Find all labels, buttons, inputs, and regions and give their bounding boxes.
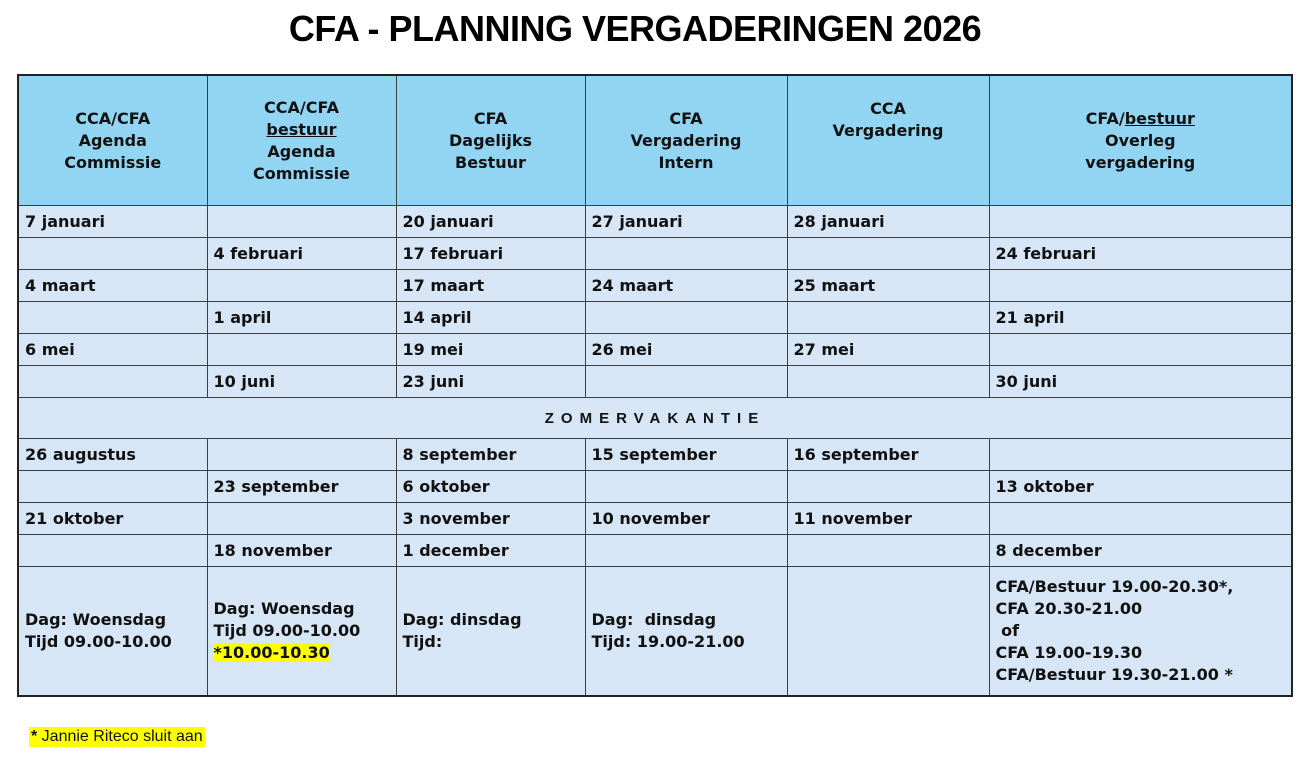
table-cell: 10 november: [585, 503, 787, 535]
summer-break-row: [18, 398, 1292, 439]
time-text: Tijd 09.00-10.00: [213, 621, 361, 640]
table-cell: 14 april: [396, 302, 585, 334]
table-cell: 1 april: [207, 302, 396, 334]
table-cell: [989, 334, 1292, 366]
times-cell-col1: [18, 567, 207, 697]
table-cell: 28 januari: [787, 206, 989, 238]
table-row: [18, 535, 1292, 567]
header-line: CFA/: [1085, 108, 1125, 128]
times-cell-col2: [207, 567, 396, 697]
time-text: Tijd 09.00-10.00: [25, 632, 172, 651]
time-text: Tijd:: [402, 632, 443, 651]
header-line: CCA/CFA: [75, 108, 151, 128]
table-cell: [989, 206, 1292, 238]
table-cell: 17 februari: [396, 238, 585, 270]
footnote-marker: *: [31, 728, 38, 745]
table-cell: 19 mei: [396, 334, 585, 366]
header-line: Dagelijks: [449, 130, 532, 150]
table-cell: 10 juni: [207, 366, 396, 398]
header-line-underlined: bestuur: [1124, 108, 1195, 128]
table-row: [18, 503, 1292, 535]
table-cell: [585, 238, 787, 270]
table-cell: 17 maart: [396, 270, 585, 302]
header-cfa-dagelijks-bestuur: [396, 75, 585, 206]
table-cell: [207, 503, 396, 535]
table-cell: 24 maart: [585, 270, 787, 302]
table-cell: [18, 471, 207, 503]
table-cell: 11 november: [787, 503, 989, 535]
table-cell: [18, 302, 207, 334]
footnote: [29, 727, 205, 747]
times-cell-col5: [787, 567, 989, 697]
page-title: CFA - PLANNING VERGADERINGEN 2026: [288, 8, 982, 49]
table-cell: 15 september: [585, 439, 787, 471]
table-cell: [207, 270, 396, 302]
header-line: Agenda: [78, 130, 147, 150]
header-cfa-vergadering-intern: [585, 75, 787, 206]
table-cell: 21 april: [989, 302, 1292, 334]
time-text: CFA 20.30-21.00: [995, 599, 1143, 618]
table-cell: 8 december: [989, 535, 1292, 567]
time-text: Tijd: 19.00-21.00: [591, 632, 745, 651]
table-row: [18, 238, 1292, 270]
table-cell: 16 september: [787, 439, 989, 471]
header-line: Agenda: [267, 141, 336, 161]
table-row: [18, 366, 1292, 398]
table-cell: [585, 535, 787, 567]
header-line: Intern: [658, 152, 714, 172]
table-cell: 23 september: [207, 471, 396, 503]
summer-break-label: ZOMERVAKANTIE: [18, 398, 1292, 439]
day-text: Dag: Woensdag: [213, 599, 355, 618]
header-line: Vergadering: [832, 121, 944, 140]
table-cell: 4 maart: [18, 270, 207, 302]
day-text: Dag: Woensdag: [25, 610, 167, 629]
table-row: [18, 471, 1292, 503]
header-cfa-bestuur-overleg-vergadering: [989, 75, 1292, 206]
times-cell-col4: [585, 567, 787, 697]
header-line: CFA: [473, 108, 508, 128]
times-cell-col3: [396, 567, 585, 697]
table-cell: 4 februari: [207, 238, 396, 270]
table-cell: [989, 439, 1292, 471]
table-cell: 23 juni: [396, 366, 585, 398]
table-cell: [585, 471, 787, 503]
day-text: Dag: dinsdag: [591, 610, 717, 629]
table-row: [18, 206, 1292, 238]
table-row: [18, 439, 1292, 471]
table-cell: 3 november: [396, 503, 585, 535]
table-cell: 24 februari: [989, 238, 1292, 270]
table-cell: 7 januari: [18, 206, 207, 238]
time-text: CFA/Bestuur 19.30-21.00 *: [995, 665, 1233, 684]
table-cell: [207, 334, 396, 366]
table-cell: 6 mei: [18, 334, 207, 366]
header-line: Commissie: [253, 163, 350, 183]
header-cca-vergadering: [787, 75, 989, 206]
table-cell: [787, 302, 989, 334]
table-cell: [207, 206, 396, 238]
table-cell: 8 september: [396, 439, 585, 471]
table-cell: 21 oktober: [18, 503, 207, 535]
header-line: Overleg: [1104, 130, 1176, 150]
times-cell-col6: [989, 567, 1292, 697]
header-line: CCA: [870, 99, 906, 118]
table-cell: 20 januari: [396, 206, 585, 238]
table-cell: [787, 471, 989, 503]
table-cell: 18 november: [207, 535, 396, 567]
table-cell: [585, 366, 787, 398]
table-cell: 1 december: [396, 535, 585, 567]
table-cell: [787, 535, 989, 567]
time-text: CFA 19.00-19.30: [995, 643, 1143, 662]
table-cell: [989, 503, 1292, 535]
table-cell: [18, 366, 207, 398]
header-line-underlined: bestuur: [266, 119, 337, 139]
header-cca-cfa-agenda-commissie: [18, 75, 207, 206]
table-cell: 26 augustus: [18, 439, 207, 471]
header-line: CCA/CFA: [264, 97, 339, 117]
table-cell: [787, 238, 989, 270]
highlighted-time-text: *10.00-10.30: [213, 643, 330, 662]
table-cell: 27 januari: [585, 206, 787, 238]
table-cell: [18, 238, 207, 270]
header-line: Vergadering: [630, 130, 742, 150]
schedule-times-row: [18, 567, 1292, 697]
header-row: [18, 75, 1292, 206]
footnote-text: Jannie Riteco sluit aan: [37, 728, 203, 745]
time-text: CFA/Bestuur 19.00-20.30*,: [995, 577, 1234, 596]
table-cell: 25 maart: [787, 270, 989, 302]
header-cca-cfa-bestuur-agenda-commissie: [207, 75, 396, 206]
time-text: of: [995, 621, 1020, 640]
table-row: [18, 270, 1292, 302]
table-cell: 27 mei: [787, 334, 989, 366]
table-cell: [207, 439, 396, 471]
day-text: Dag: dinsdag: [402, 610, 522, 629]
table-cell: 6 oktober: [396, 471, 585, 503]
table-cell: 26 mei: [585, 334, 787, 366]
table-cell: [989, 270, 1292, 302]
header-line: vergadering: [1085, 152, 1196, 172]
header-line: Commissie: [64, 152, 162, 172]
header-line: Bestuur: [455, 152, 526, 172]
table-row: [18, 302, 1292, 334]
table-cell: 30 juni: [989, 366, 1292, 398]
table-cell: [18, 535, 207, 567]
table-cell: 13 oktober: [989, 471, 1292, 503]
table-cell: [787, 366, 989, 398]
table-row: [18, 334, 1292, 366]
meeting-schedule-table: [17, 74, 1293, 697]
table-cell: [585, 302, 787, 334]
header-line: CFA: [669, 108, 703, 128]
